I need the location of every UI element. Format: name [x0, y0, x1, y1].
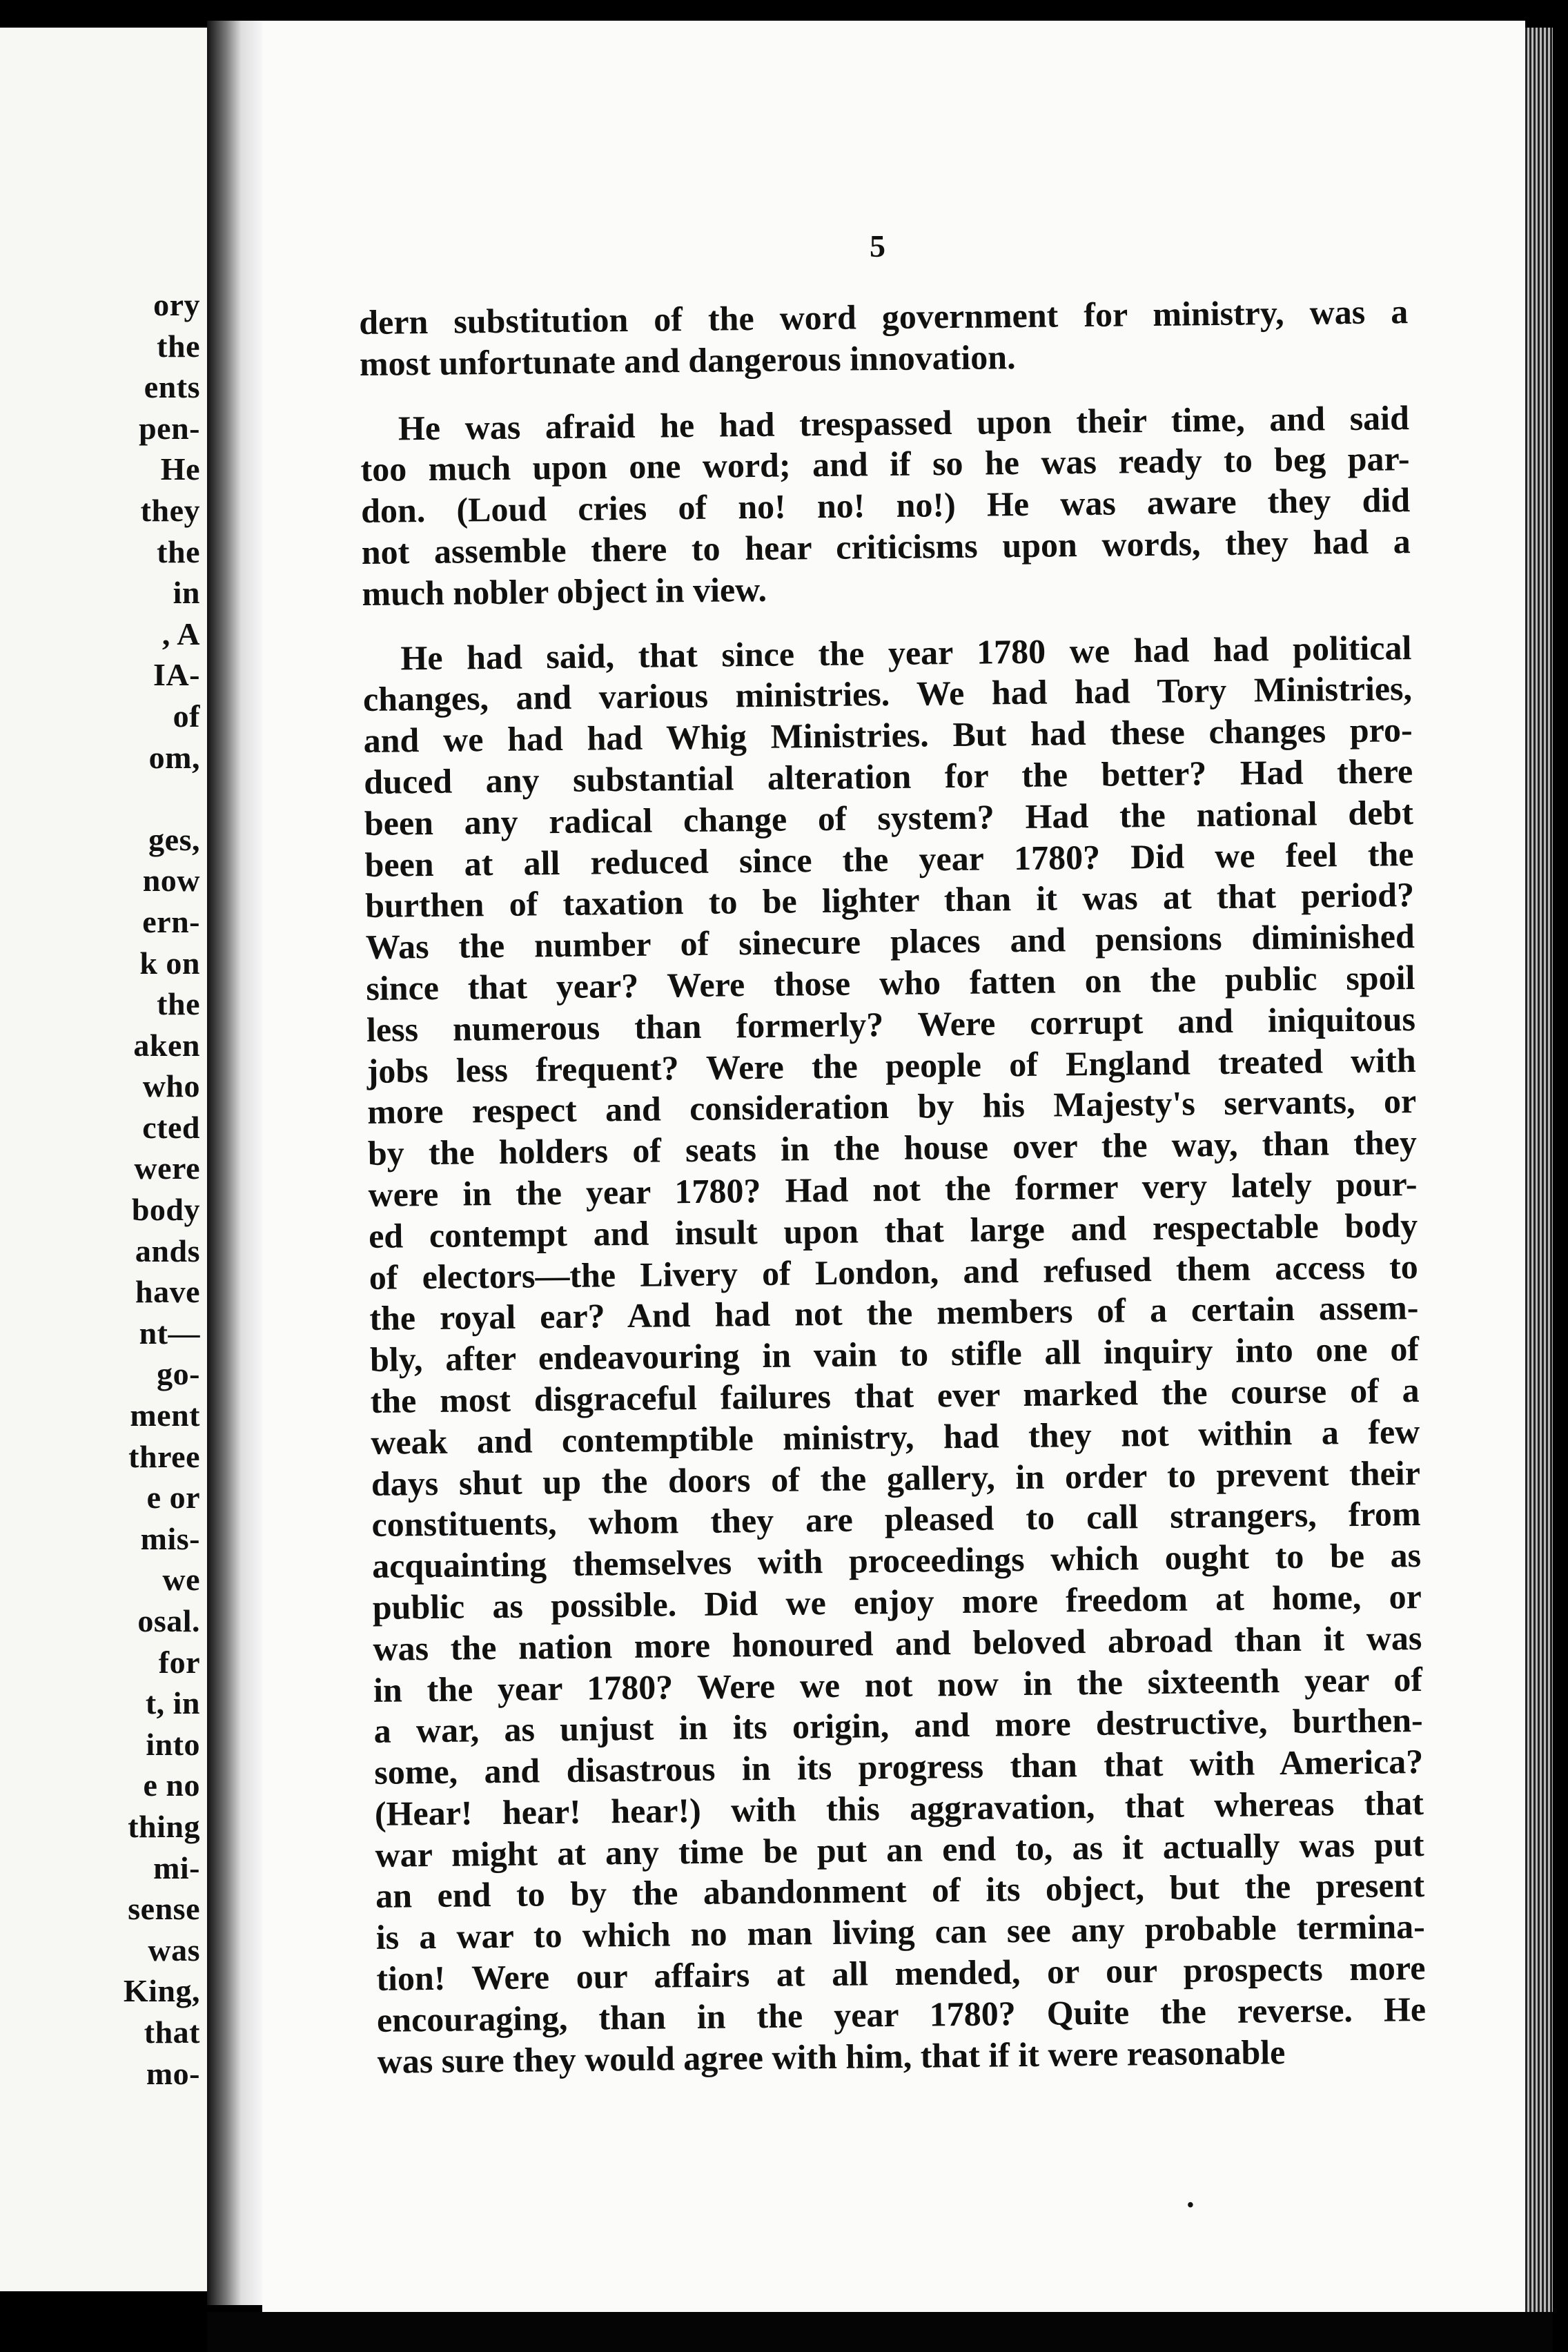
left-fragment-line: om, — [148, 739, 200, 775]
left-fragment-line: ory — [153, 287, 200, 322]
left-fragment-line: we — [162, 1562, 200, 1598]
text-line: burthen of taxation to be lighter than it was at that period? — [364, 875, 1415, 925]
left-fragment-line: e no — [143, 1767, 200, 1803]
text-line: encouraging, than in the year 1780? Quite the reverse. He — [376, 1989, 1427, 2039]
text-line: dern substitution of the word government for ministry, was a — [359, 292, 1409, 342]
left-fragment-line: mi- — [153, 1850, 200, 1885]
text-line: most unfortunate and dangerous innovation. — [359, 337, 1016, 383]
text-line: more respect and consideration by his Majesty's servants, or — [366, 1081, 1417, 1132]
left-fragment-line: e or — [146, 1480, 200, 1516]
text-line: been at all reduced since the year 1780? Did we feel the — [364, 834, 1414, 884]
left-fragment-line: three — [128, 1438, 200, 1474]
left-fragment-line: the — [157, 986, 200, 1022]
text-line: don. (Loud cries of no! no! no!) He was aware they did — [360, 480, 1411, 531]
left-page-text-fragments — [0, 284, 200, 2094]
left-fragment-line: ents — [144, 369, 200, 405]
left-fragment-line: body — [131, 1192, 200, 1228]
text-line: (Hear! hear! hear!) with this aggravation, that whereas that — [374, 1783, 1424, 1833]
left-fragment-line: k on — [139, 945, 200, 981]
left-fragment-line: t, in — [145, 1685, 200, 1721]
text-line: some, and disastrous in its progress than that with America? — [374, 1742, 1424, 1792]
left-fragment-line: aken — [133, 1027, 200, 1063]
page-edges — [1525, 28, 1553, 2326]
footer-mark: • — [1187, 2195, 1194, 2216]
text-line: in the year 1780? Were we not now in the sixteenth year of — [373, 1659, 1423, 1709]
text-line: He was afraid he had trespassed upon their time, and said — [398, 398, 1410, 448]
text-line: jobs less frequent? Were the people of England treated with — [366, 1040, 1416, 1090]
text-line: the most disgraceful failures that ever marked the course of a — [370, 1370, 1420, 1420]
text-line: Was the number of sinecure places and pensions diminished — [365, 917, 1415, 967]
page-number: 5 — [870, 228, 885, 264]
left-fragment-line: He — [160, 451, 200, 487]
text-line: is a war to which no man living can see any probable termina- — [375, 1907, 1426, 1957]
paragraph-2 — [360, 398, 1411, 615]
text-line: less numerous than formerly? Were corrupt and iniquitous — [366, 999, 1416, 1049]
left-fragment-line: in — [173, 575, 200, 611]
left-fragment-line: mis- — [140, 1520, 200, 1556]
text-line: and we had had Whig Ministries. But had these changes pro- — [363, 710, 1413, 761]
left-fragment-line: that — [144, 2014, 200, 2050]
text-line: constituents, whom they are pleased to call strangers, from — [371, 1494, 1421, 1545]
text-line: a war, as unjust in its origin, and more destructive, burthen- — [373, 1701, 1423, 1751]
left-fragment-line: was — [148, 1932, 200, 1968]
text-line: the royal ear? And had not the members of a certain assem- — [369, 1288, 1419, 1338]
text-line: been any radical change of system? Had the national debt — [364, 792, 1414, 843]
left-fragment-line: King, — [123, 1973, 200, 2009]
text-line: weak and contemptible ministry, had they not within a few — [371, 1411, 1420, 1462]
left-fragment-line: of — [173, 698, 200, 734]
text-line: days shut up the doors of the gallery, in order to prevent their — [371, 1453, 1421, 1503]
left-fragment-line: for — [158, 1644, 200, 1680]
left-fragment-line: the — [157, 533, 200, 569]
left-fragment-line: have — [135, 1274, 200, 1310]
left-fragment-line: cted — [142, 1109, 200, 1145]
left-fragment-line — [0, 778, 200, 819]
left-fragment-line: osal. — [137, 1603, 200, 1638]
text-line: tion! Were our affairs at all mended, or our prospects more — [376, 1948, 1426, 1998]
body-text — [359, 291, 1427, 2082]
paragraph-3 — [362, 627, 1427, 2083]
text-line: public as possible. Did we enjoy more freedom at home, or — [372, 1576, 1422, 1627]
left-fragment-line: they — [140, 492, 200, 528]
text-line: ed contempt and insult upon that large and respectable body — [368, 1205, 1418, 1255]
left-fragment-line: IA- — [153, 657, 200, 693]
text-line: by the holders of seats in the house over the way, than they — [367, 1123, 1418, 1173]
left-fragment-line: ment — [130, 1398, 200, 1433]
scan-bottom-border — [207, 2312, 1553, 2352]
left-fragment-line: , A — [161, 616, 200, 651]
book-gutter-shadow — [207, 21, 269, 2305]
paragraph-1 — [359, 291, 1409, 385]
text-line: an end to by the abandonment of its object, but the present — [375, 1865, 1425, 1916]
left-fragment-line: who — [142, 1068, 200, 1104]
text-line: acquainting themselves with proceedings which ought to be as — [371, 1536, 1422, 1586]
text-line: not assemble there to hear criticisms upon words, they had a — [361, 522, 1411, 571]
text-line: of electors—the Livery of London, and refused them access to — [369, 1246, 1419, 1297]
left-fragment-line: now — [142, 863, 200, 899]
left-fragment-line: thing — [128, 1808, 200, 1844]
text-line: war might at any time be put an end to, as it actually was put — [375, 1824, 1424, 1874]
left-fragment-line: ges, — [148, 821, 200, 857]
left-fragment-line: go- — [157, 1356, 200, 1392]
text-line: too much upon one word; and if so he was ready to beg par- — [360, 439, 1410, 489]
left-fragment-line: nt— — [139, 1315, 200, 1351]
text-line: changes, and various ministries. We had had Tory Ministries, — [362, 669, 1413, 719]
text-line: duced any substantial alteration for the better? Had there — [363, 752, 1413, 801]
text-line: were in the year 1780? Had not the former very lately pour- — [368, 1164, 1418, 1214]
left-fragment-line: ern- — [142, 903, 200, 939]
left-fragment-line: ands — [135, 1233, 200, 1268]
text-line: He had said, that since the year 1780 we had had political — [400, 627, 1412, 677]
text-line: bly, after endeavouring in vain to stifle all inquiry into one of — [369, 1329, 1420, 1380]
left-fragment-line: mo- — [146, 2055, 200, 2091]
text-line: was sure they would agree with him, that if it were reasonable — [377, 2032, 1286, 2081]
left-fragment-line: the — [157, 328, 200, 364]
text-line: much nobler object in view. — [362, 569, 767, 613]
text-line: was the nation more honoured and beloved abroad than it was — [373, 1618, 1422, 1668]
text-line: since that year? Were those who fatten on the public spoil — [366, 957, 1415, 1008]
left-fragment-line: were — [134, 1150, 200, 1186]
left-fragment-line: sense — [128, 1891, 200, 1927]
left-fragment-line: pen- — [139, 410, 200, 446]
left-fragment-line: into — [146, 1726, 200, 1762]
